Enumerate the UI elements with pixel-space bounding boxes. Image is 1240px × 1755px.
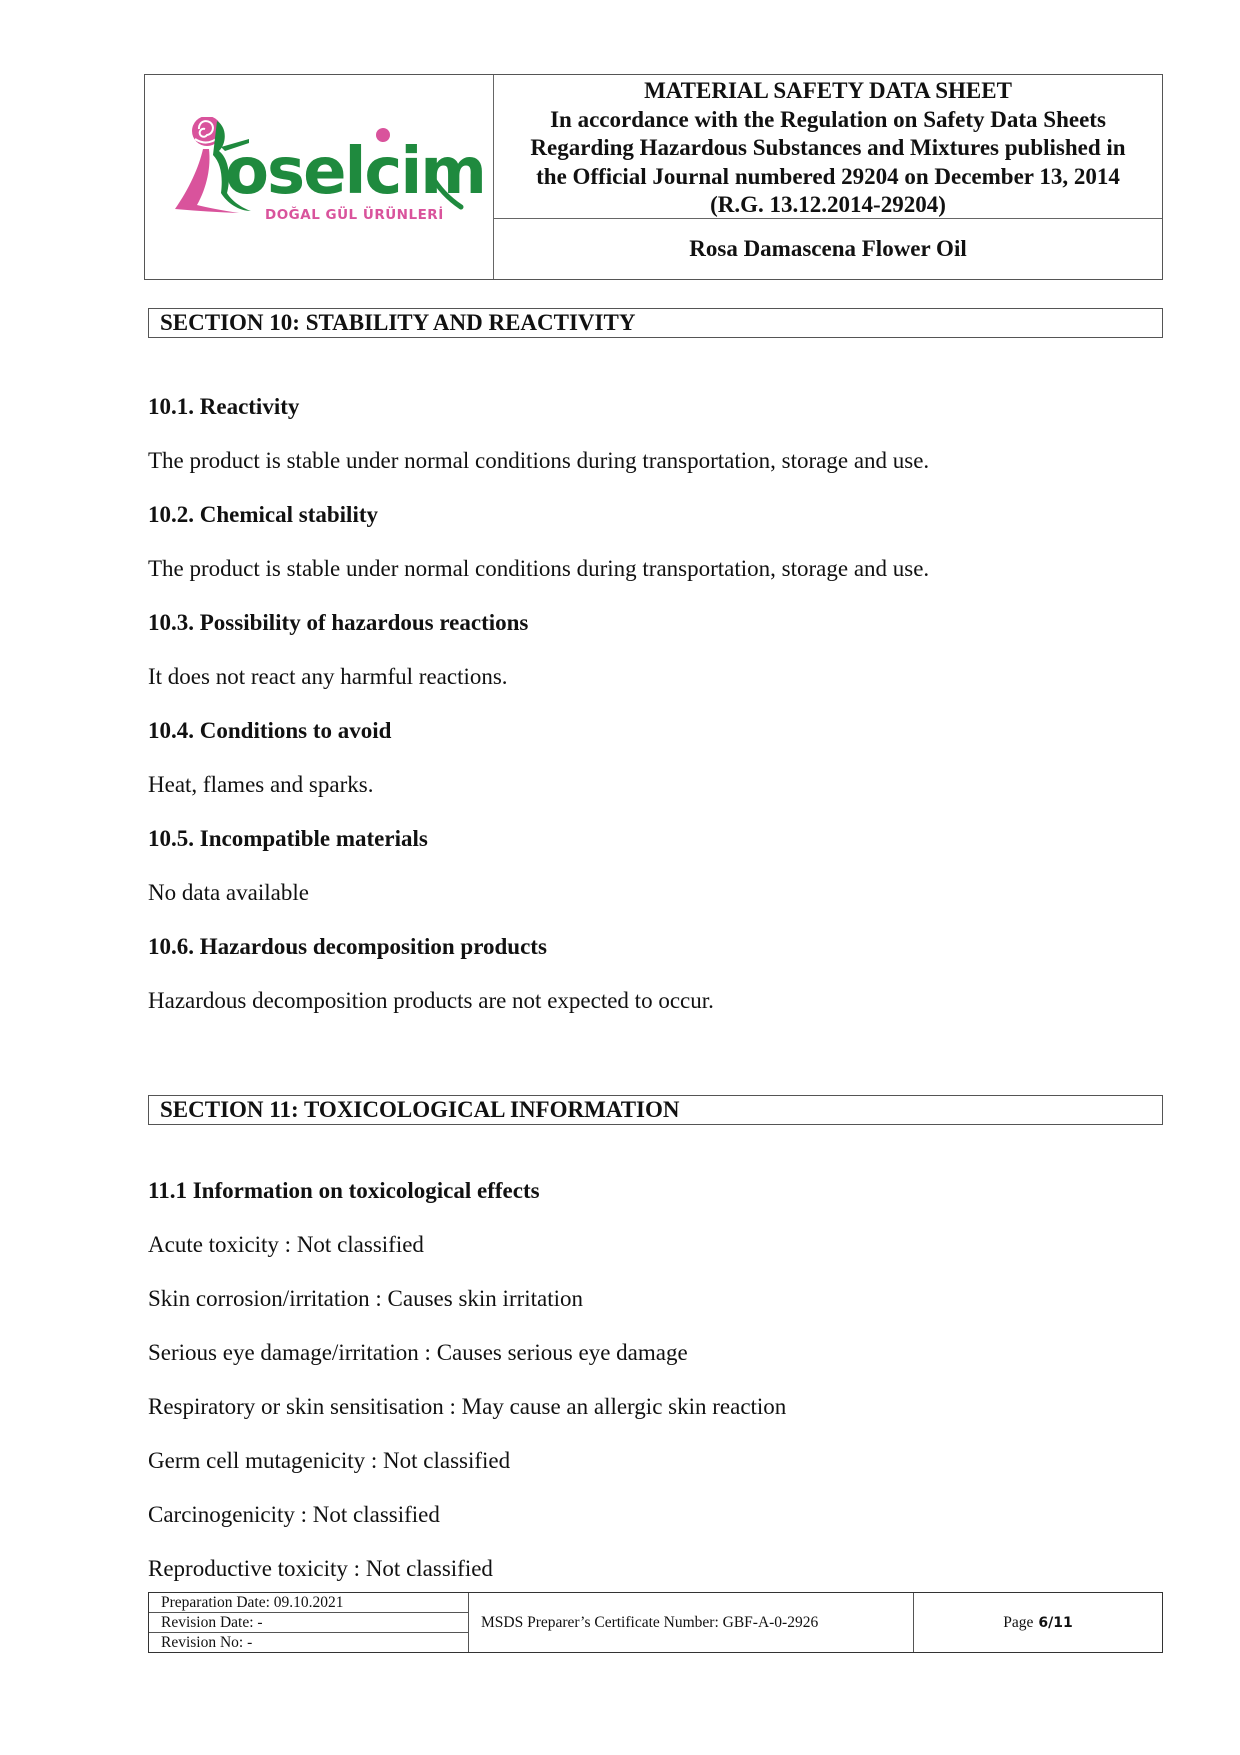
section-11-title: SECTION 11: TOXICOLOGICAL INFORMATION [148,1095,1163,1125]
subsection-heading: 10.2. Chemical stability [148,502,378,527]
subsection-heading: 10.3. Possibility of hazardous reactions [148,610,529,635]
subsection-heading: 10.5. Incompatible materials [148,826,428,851]
logo-cell [145,75,494,279]
toxicology-line: Acute toxicity : Not classified [148,1232,424,1257]
subsection-text: Heat, flames and sparks. [148,772,374,797]
subsection-text: No data available [148,880,309,905]
toxicology-line: Carcinogenicity : Not classified [148,1502,440,1527]
page-indicator [914,1593,1162,1652]
title-line: Regarding Hazardous Substances and Mixtures published in [530,135,1126,160]
subsection-heading: 10.6. Hazardous decomposition products [148,934,547,959]
title-line: (R.G. 13.12.2014-29204) [710,192,946,217]
toxicology-line: Skin corrosion/irritation : Causes skin irritation [148,1286,584,1311]
section-10-title: SECTION 10: STABILITY AND REACTIVITY [148,308,1163,338]
toxicology-line: Reproductive toxicity : Not classified [148,1556,493,1581]
page-label: Page [1003,1613,1034,1631]
logo-wordmark: oselcim [225,135,485,209]
certificate-number: MSDS Preparer’s Certificate Number: GBF-A-0-2926 [469,1593,914,1652]
document-header [144,74,1163,280]
revision-date: Revision Date: - [149,1613,468,1633]
toxicology-line: Germ cell mutagenicity : Not classified [148,1448,511,1473]
footer-dates [149,1593,469,1652]
title-line: In accordance with the Regulation on Safety Data Sheets [550,106,1106,132]
subsection-heading: 10.4. Conditions to avoid [148,718,392,743]
subsection-heading: 11.1 Information on toxicological effects [148,1178,540,1203]
logo-tagline: DOĞAL GÜL ÜRÜNLERİ [265,207,444,223]
subsection-heading: 10.1. Reactivity [148,394,300,419]
title-line: the Official Journal numbered 29204 on December 13, 2014 [536,163,1120,189]
subsection-text: The product is stable under normal conditions during transportation, storage and use. [148,556,930,581]
toxicology-line: Respiratory or skin sensitisation : May cause an allergic skin reaction [148,1394,787,1419]
toxicology-line: Serious eye damage/irritation : Causes serious eye damage [148,1340,688,1365]
title-line: MATERIAL SAFETY DATA SHEET [644,78,1012,103]
subsection-text: It does not react any harmful reactions. [148,664,508,689]
revision-number: Revision No: - [161,1634,253,1651]
product-name: Rosa Damascena Flower Oil [689,236,967,261]
subsection-text: The product is stable under normal conditions during transportation, storage and use. [148,448,930,473]
page-number: 6/11 [1038,1614,1073,1631]
document-title [494,75,1162,219]
subsection-text: Hazardous decomposition products are not expected to occur. [148,988,714,1013]
company-logo [169,117,485,227]
document-footer [148,1592,1163,1653]
preparation-date: Preparation Date: 09.10.2021 [149,1593,468,1613]
